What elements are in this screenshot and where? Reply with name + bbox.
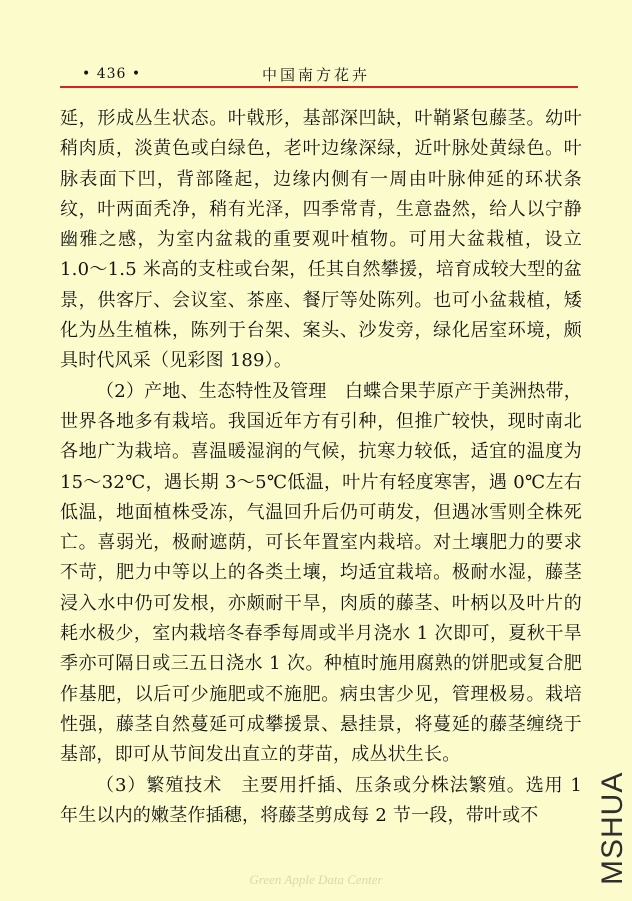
- book-title: 中国南方花卉: [261, 66, 370, 84]
- paragraph-continued: 延，形成丛生状态。叶戟形，基部深凹缺，叶鞘紧包藤茎。幼叶稍肉质，淡黄色或白绿色，老叶边缘深绿，近叶脉处黄绿色。叶脉表面下凹，背部隆起，边缘内侧有一周由叶脉伸延的环状条纹，叶两面秃净，稍有光泽，四季常青，生意盎然，给人以宁静幽雅之感，为室内盆栽的重要观叶植物。可用大盆栽植，设立 1.0～1.5 米高的支柱或台架，任其自然攀援，培育成较大型的盆景，供客厅、会议室、茶座、餐厅等处陈列。也可小盆栽植，矮化为丛生植株，陈列于台架、案头、沙发旁，绿化居室环境，颇具时代风采（见彩图 189）。: [60, 108, 582, 372]
- header-rule: [60, 86, 578, 88]
- body-text: [60, 104, 582, 831]
- page-header: [0, 0, 632, 92]
- paragraph-origin-ecology: （2）产地、生态特性及管理 白蝶合果芋原产于美洲热带，世界各地多有栽培。我国近年方有引种，但推广较快，现时南北各地广为栽培。喜温暖湿润的气候，抗寒力较低，适宜的温度为 15～32℃，遇长期 3～5℃低温，叶片有轻度寒害，遇 0℃左右低温，地面植株受冻，气温回升后仍可萌发，但遇冰雪则全株死亡。喜弱光，极耐遮荫，可长年置室内栽培。对土壤肥力的要求不苛，肥力中等以上的各类土壤，均适宜栽培。极耐水湿，藤茎浸入水中仍可发根，亦颇耐干旱，肉质的藤茎、叶柄以及叶片的耗水极少，室内栽培冬春季每周或半月浇水 1 次即可，夏秋干旱季亦可隔日或三五日浇水 1 次。种植时施用腐熟的饼肥或复合肥作基肥，以后可少施肥或不施肥。病虫害少见，管理极易。栽培性强，藤茎自然蔓延可成攀援景、悬挂景，将蔓延的藤茎缠绕于基部，即可从节间发出直立的芽苗，成丛状生长。: [60, 380, 582, 766]
- watermark: Green Apple Data Center: [249, 872, 383, 887]
- side-watermark: MSHUA: [596, 771, 629, 885]
- paragraph-propagation: （3）繁殖技术 主要用扦插、压条或分株法繁殖。选用 1 年生以内的嫩茎作插穗，将藤茎剪成每 2 节一段，带叶或不: [60, 774, 582, 826]
- page-number: • 436 •: [82, 66, 142, 82]
